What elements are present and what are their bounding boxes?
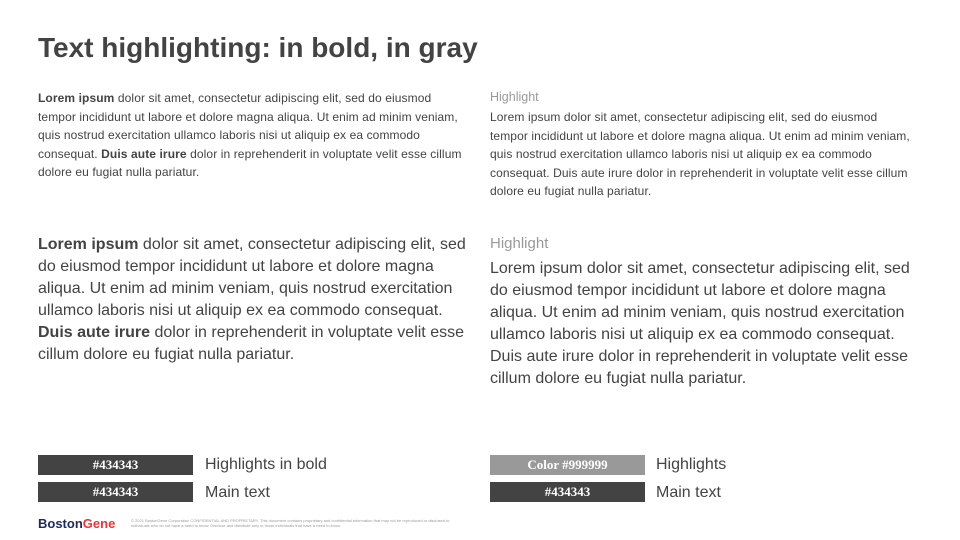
small-bold-paragraph xyxy=(38,89,470,182)
color-swatch-main: #434343 xyxy=(38,482,193,502)
bold-highlight: Duis aute irure xyxy=(101,146,187,161)
small-gray-block xyxy=(490,90,918,201)
body-text: Lorem ipsum dolor sit amet, consectetur adipiscing elit, sed do eiusmod tempor incididunt ut labore et dolore magna aliqua. Ut enim ad minim veniam, quis nostrud exercitation ullamco laboris nisi ut aliquip ex ea commodo consequat. Duis aute irure dolor in reprehenderit in voluptate velit esse cillum dolore eu fugiat nulla pariatur. xyxy=(490,110,910,198)
logo-text-boston: Boston xyxy=(38,516,83,531)
color-swatch-gray: Color #999999 xyxy=(490,455,645,475)
bold-highlight: Duis aute irure xyxy=(38,324,151,341)
large-gray-block xyxy=(490,235,926,390)
logo-text-gene: Gene xyxy=(82,516,116,531)
page-title: Text highlighting: in bold, in gray xyxy=(38,32,478,63)
gray-highlight-label: Highlight xyxy=(490,90,539,104)
legend-label: Highlights xyxy=(656,456,727,473)
gray-highlight-label: Highlight xyxy=(490,235,549,252)
bostongene-logo xyxy=(38,516,115,531)
color-swatch-main: #434343 xyxy=(490,482,645,502)
body-text: dolor in reprehenderit in voluptate velit esse cillum dolore eu fugiat nulla pariatur. xyxy=(38,324,464,363)
body-text: Lorem ipsum dolor sit amet, consectetur adipiscing elit, sed do eiusmod tempor incididunt ut labore et dolore magna aliqua. Ut enim ad minim veniam, quis nostrud exercitation ullamco laboris nisi ut aliquip ex ea commodo consequat. Duis aute irure dolor in reprehenderit in voluptate velit esse cillum dolore eu fugiat nulla pariatur. xyxy=(490,260,910,387)
body-text: dolor in reprehenderit in voluptate velit esse cillum dolore eu fugiat nulla pariatur. xyxy=(38,146,462,179)
legend-label: Main text xyxy=(205,484,270,501)
legend-label: Highlights in bold xyxy=(205,456,327,473)
bold-highlight: Lorem ipsum xyxy=(38,236,139,253)
color-swatch-bold: #434343 xyxy=(38,455,193,475)
body-text: dolor sit amet, consectetur adipiscing elit, sed do eiusmod tempor incididunt ut labore et dolore magna aliqua. Ut enim ad minim veniam, quis nostrud exercitation ullamco laboris nisi ut aliquip ex ea commodo consequat. xyxy=(38,236,466,319)
large-bold-paragraph xyxy=(38,234,474,366)
bold-highlight: Lorem ipsum xyxy=(38,91,115,105)
legend-label: Main text xyxy=(656,484,721,501)
confidentiality-disclaimer: © 2021 BostonGene Corporation CONFIDENTIAL AND PROPRIETARY. This document contains proprietary and confidential information that may not be reproduced or disclosed to individuals who do not have a need to know. Disclose and distribute only to those individuals that have a need to know. xyxy=(131,518,450,528)
body-text: dolor sit amet, consectetur adipiscing elit, sed do eiusmod tempor incididunt ut labore et dolore magna aliqua. Ut enim ad minim veniam, quis nostrud exercitation ullamco laboris nisi ut aliquip ex ea commodo consequat. xyxy=(38,91,458,161)
